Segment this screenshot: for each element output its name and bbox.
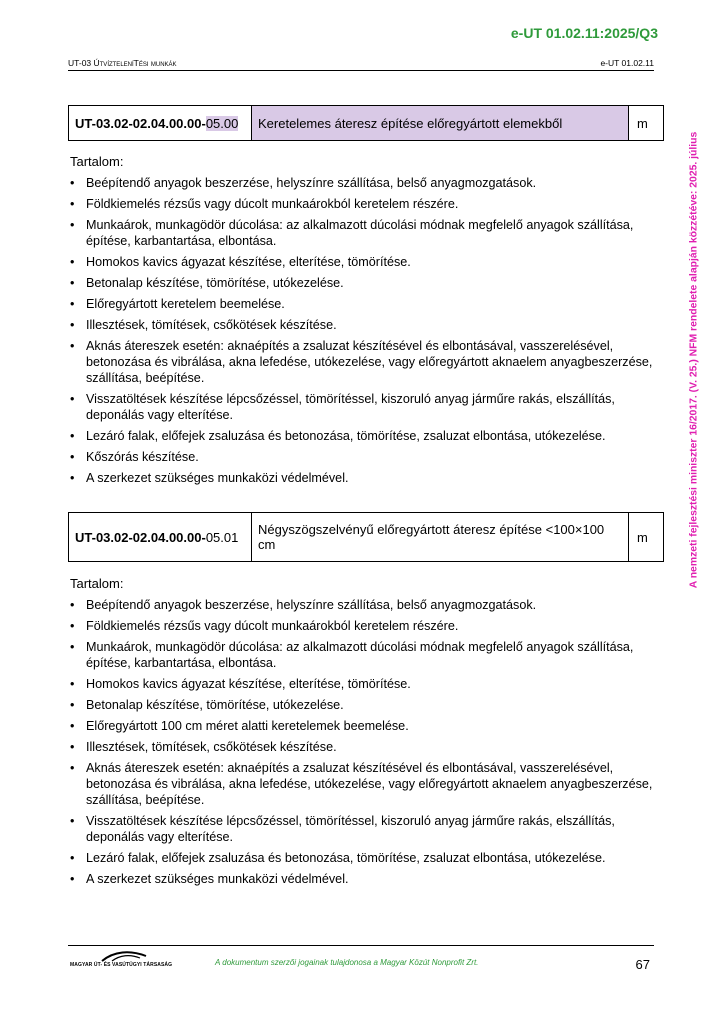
item-header-table: [68, 105, 664, 141]
logo-text: MAGYAR ÚT- ÉS VASÚTÜGYI TÁRSASÁG: [70, 962, 173, 968]
item-header-row: [69, 513, 664, 562]
bullet-item: • Illesztések, tömítések, csőkötések készítése.: [70, 317, 660, 333]
side-publication-note: [684, 90, 704, 630]
bullet-item: • Előregyártott keretelem beemelése.: [70, 296, 660, 312]
bullet-item: • Betonalap készítése, tömörítése, utókezelése.: [70, 275, 660, 291]
bullet-item: • A szerkezet szükséges munkaközi védelmével.: [70, 871, 660, 887]
bullet-item: • Visszatöltések készítése lépcsőzéssel, tömörítéssel, kiszoruló anyag járműre rakás, elszállítás, deponálás vagy elterítése.: [70, 813, 660, 845]
item-title: Keretelemes áteresz építése előregyártott elemekből: [252, 106, 629, 141]
running-header-left: UT-03 ÚtvízteleníTési munkák: [68, 58, 177, 68]
side-note-text: A nemzeti fejlesztési miniszter 16/2017. (V. 25.) NFM rendelete alapján közzétéve: 2025. július: [688, 131, 700, 589]
footer-divider: [68, 945, 654, 946]
running-header-right: e-UT 01.02.11: [600, 58, 654, 68]
page-number: 67: [635, 957, 650, 972]
bullet-item: • Földkiemelés rézsűs vagy dúcolt munkaárokból keretelem részére.: [70, 196, 660, 212]
item-unit: m: [629, 106, 664, 141]
item-title: Négyszögszelvényű előregyártott áteresz építése <100×100 cm: [252, 513, 629, 562]
bullet-item: • Beépítendő anyagok beszerzése, helyszínre szállítása, belső anyagmozgatások.: [70, 175, 660, 191]
bullet-item: • Földkiemelés rézsűs vagy dúcolt munkaárokból keretelem részére.: [70, 618, 660, 634]
item-code-suffix: 05.01: [205, 529, 239, 545]
bullet-item: • Aknás átereszek esetén: aknaépítés a zsaluzat készítésével és elbontásával, vasszerelésével, betonozása és vibrálása, akna lefedése, utókezelése, vagy előregyártott aknaelem anyagbeszerzése, szállítása, beépítése.: [70, 760, 660, 808]
bullet-item: • Illesztések, tömítések, csőkötések készítése.: [70, 739, 660, 755]
bullet-item: • Visszatöltések készítése lépcsőzéssel, tömörítéssel, kiszoruló anyag járműre rakás, elszállítás, deponálás vagy elterítése.: [70, 391, 660, 423]
logo-swoosh-icon: [100, 950, 148, 962]
bullet-item: • Beépítendő anyagok beszerzése, helyszínre szállítása, belső anyagmozgatások.: [70, 597, 660, 613]
bullet-item: • Kőszórás készítése.: [70, 449, 660, 465]
bullet-item: • Munkaárok, munkagödör dúcolása: az alkalmazott dúcolási módnak megfelelő anyagok szállítása, építése, karbantartása, elbontása.: [70, 639, 660, 671]
bullet-item: • Betonalap készítése, tömörítése, utókezelése.: [70, 697, 660, 713]
item-code: UT-03.02-02.04.00.00-: [75, 529, 206, 545]
content-bullet-list: [70, 175, 660, 491]
bullet-item: • Homokos kavics ágyazat készítése, elterítése, tömörítése.: [70, 676, 660, 692]
doc-code: e-UT 01.02.11:2025/Q3: [510, 25, 658, 41]
item-code-cell: [69, 513, 252, 562]
bullet-item: • Lezáró falak, előfejek zsaluzása és betonozása, tömörítése, zsaluzat elbontása, utókezelése.: [70, 850, 660, 866]
bullet-item: • Lezáró falak, előfejek zsaluzása és betonozása, tömörítése, zsaluzat elbontása, utókezelése.: [70, 428, 660, 444]
bullet-item: • Aknás átereszek esetén: aknaépítés a zsaluzat készítésével és elbontásával, vasszerelésével, betonozása és vibrálása, akna lefedése, utókezelése, vagy előregyártott aknaelem anyagbeszerzése, szállítása, beépítése.: [70, 338, 660, 386]
bullet-item: • A szerkezet szükséges munkaközi védelmével.: [70, 470, 660, 486]
bullet-item: • Munkaárok, munkagödör dúcolása: az alkalmazott dúcolási módnak megfelelő anyagok szállítása, építése, karbantartása, elbontása.: [70, 217, 660, 249]
item-code: UT-03.02-02.04.00.00-: [75, 115, 206, 131]
content-label: Tartalom:: [70, 154, 124, 169]
running-header: [68, 58, 654, 71]
content-bullet-list: [70, 597, 660, 892]
item-header-table: [68, 512, 664, 562]
content-label: Tartalom:: [70, 576, 124, 591]
bullet-item: • Homokos kavics ágyazat készítése, elterítése, tömörítése.: [70, 254, 660, 270]
bullet-item: • Előregyártott 100 cm méret alatti keretelemek beemelése.: [70, 718, 660, 734]
item-code-suffix: 05.00: [205, 115, 239, 131]
copyright-notice: A dokumentum szerzői jogainak tulajdonosa a Magyar Közút Nonprofit Zrt.: [215, 958, 479, 967]
item-header-row: [69, 106, 664, 141]
item-unit: m: [629, 513, 664, 562]
society-logo: [70, 950, 180, 972]
item-code-cell: [69, 106, 252, 141]
